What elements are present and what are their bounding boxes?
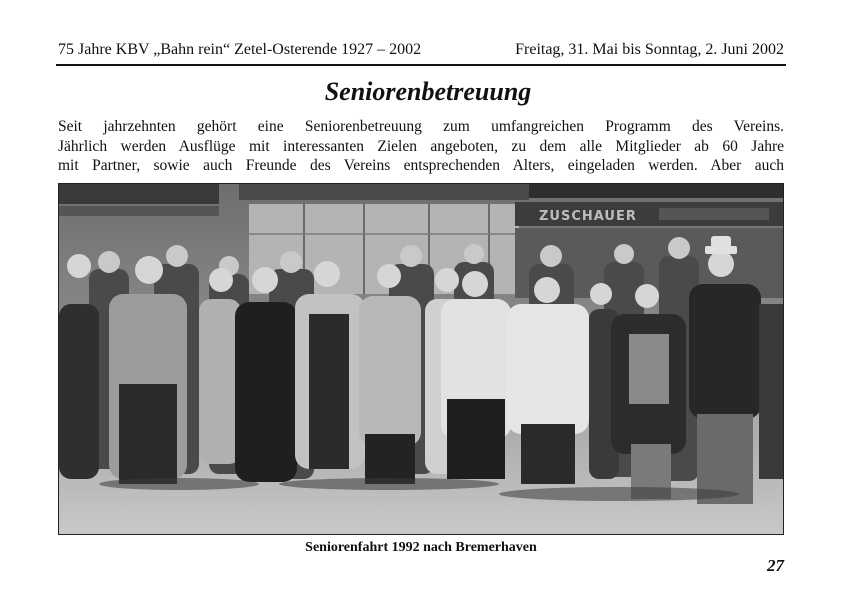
- page-number: 27: [767, 556, 784, 575]
- paragraph-line-2: Jährlich werden Ausflüge mit interessanten Zielen angeboten, zu dem alle Mitglieder ab 60 Jahre: [58, 137, 784, 155]
- paragraph-line-1: Seit jahrzehnten gehört eine Seniorenbetreuung zum umfangreichen Programm des Vereins.: [58, 118, 784, 135]
- body-paragraph: [58, 117, 784, 176]
- photo-sign-text: ZUSCHAUER: [539, 209, 637, 224]
- header-rule: [56, 64, 786, 66]
- page-title: Seniorenbetreuung: [324, 77, 532, 106]
- header-left: 75 Jahre KBV „Bahn rein“ Zetel-Osterende 1927 – 2002: [58, 41, 422, 58]
- paragraph-line-3: mit Partner, sowie auch Freunde des Vereins entsprechenden Alters, eingeladen werden. Aber auch: [58, 157, 784, 174]
- photo-caption: Seniorenfahrt 1992 nach Bremerhaven: [305, 540, 537, 555]
- running-header: [58, 40, 784, 60]
- header-right: Freitag, 31. Mai bis Sonntag, 2. Juni 2002: [515, 41, 784, 58]
- group-photo: [58, 183, 784, 535]
